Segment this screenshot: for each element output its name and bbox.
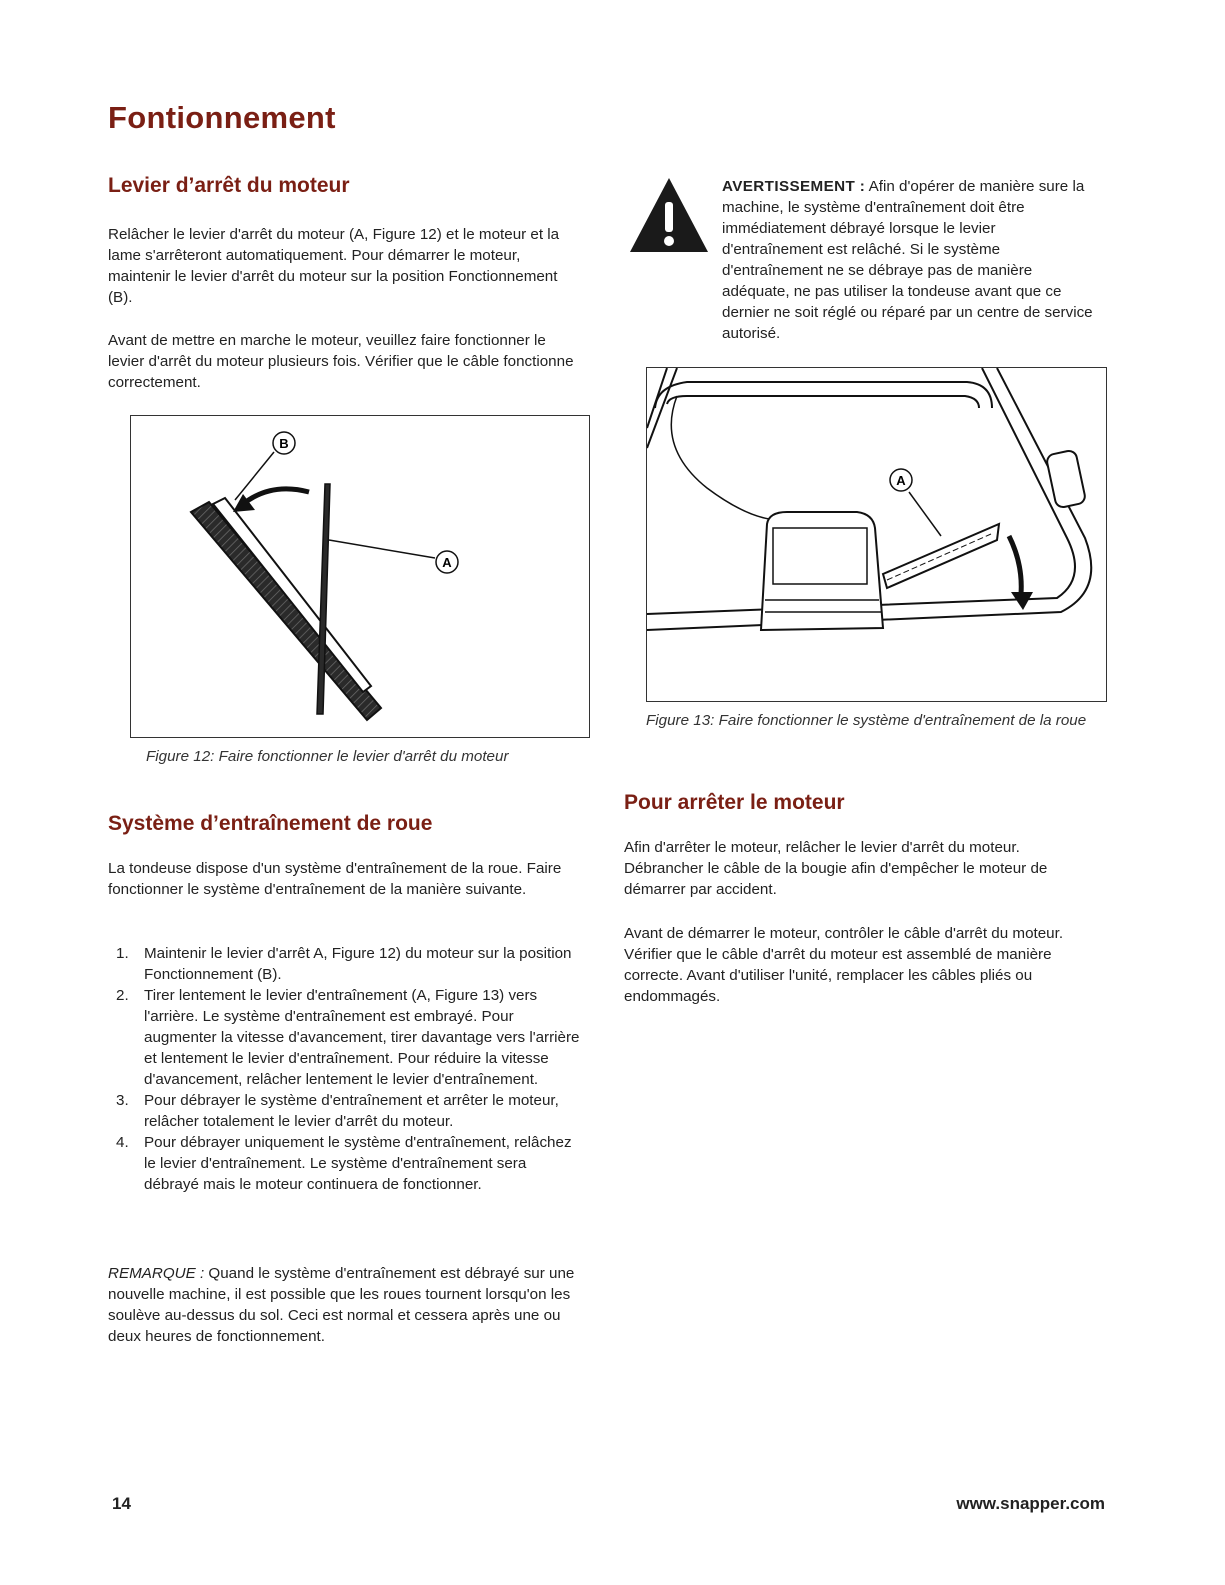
page-title: Fontionnement (108, 100, 336, 135)
warning-text: Afin d'opérer de manière sure la machine, le système d'entraînement doit être immédiatement débrayé lorsque le levier d'entraînement est relâché. Si le système d'entraînement ne se débraye pas de manière adéquate, ne pas utiliser la tondeuse avant que ce dernier ne soit réglé ou réparé par un centre de service autorisé. (722, 178, 1093, 342)
rotation-arrow-icon (243, 489, 309, 504)
handle-bar-shape (191, 502, 381, 720)
figure-12-caption: Figure 12: Faire fonctionner le levier d'arrêt du moteur (146, 748, 509, 765)
step-text: Pour débrayer uniquement le système d'entraînement, relâchez le levier d'entraînement. Le système d'entraînement sera débrayé mais le moteur continuera de fonctionner. (144, 1134, 572, 1193)
list-item (108, 1132, 582, 1195)
lever-a-shape (317, 484, 330, 714)
footer-url: www.snapper.com (956, 1494, 1105, 1513)
step-number: 4. (116, 1134, 129, 1151)
figure-12-engine-stop-lever (130, 415, 590, 738)
section-heading-stop-engine: Pour arrêter le moteur (624, 791, 845, 814)
wheel-drive-illustration (647, 368, 1106, 701)
wheel-drive-note (108, 1263, 586, 1347)
callout-b-label: B (279, 436, 289, 451)
wheel-drive-intro: La tondeuse dispose d'un système d'entraînement de la roue. Faire fonctionner le système d'entraînement de la manière suivante. (108, 860, 562, 898)
figure-13-caption: Figure 13: Faire fonctionner le système d'entraînement de la roue (646, 712, 1087, 729)
engine-lever-illustration (131, 416, 589, 737)
step-number: 1. (116, 945, 129, 962)
step-number: 2. (116, 987, 129, 1004)
callout-a-label: A (896, 473, 906, 488)
warning-label: AVERTISSEMENT : (722, 178, 866, 195)
note-label: REMARQUE : (108, 1265, 205, 1282)
list-item (108, 943, 582, 985)
stop-engine-paragraph-1: Afin d'arrêter le moteur, relâcher le levier d'arrêt du moteur. Débrancher le câble de la bougie afin d'empêcher le moteur de démarrer par accident. (624, 839, 1048, 898)
section-heading-engine-lever: Levier d’arrêt du moteur (108, 174, 350, 197)
warning-paragraph (722, 176, 1098, 344)
list-item (108, 985, 582, 1090)
pull-arrow-icon (1009, 536, 1021, 594)
section-heading-wheel-drive: Système d’entraînement de roue (108, 812, 433, 835)
engine-lever-paragraph-1: Relâcher le levier d'arrêt du moteur (A, Figure 12) et le moteur et la lame s'arrêteront automatiquement. Pour démarrer le moteur, maintenir le levier d'arrêt du moteur sur la position Fonctionnement (B). (108, 226, 560, 306)
engine-lever-paragraph-2: Avant de mettre en marche le moteur, veuillez faire fonctionner le levier d'arrêt du moteur plusieurs fois. Vérifier que le câble fonctionne correctement. (108, 332, 574, 391)
warning-triangle-icon (628, 176, 710, 254)
page-number: 14 (112, 1494, 131, 1513)
step-text: Pour débrayer le système d'entraînement et arrêter le moteur, relâcher totalement le levier d'arrêt du moteur. (144, 1092, 559, 1130)
figure-13-wheel-drive (646, 367, 1107, 702)
lever-position-b-shape (213, 498, 371, 692)
list-item (108, 1090, 582, 1132)
note-text: Quand le système d'entraînement est débrayé sur une nouvelle machine, il est possible que les roues tournent lorsqu'on les soulève au-dessus du sol. Ceci est normal et cessera après une ou deux heures de fonctionnement. (108, 1265, 575, 1345)
step-number: 3. (116, 1092, 129, 1109)
wheel-drive-steps-list (108, 943, 582, 1195)
callout-a-label: A (442, 555, 452, 570)
stop-engine-paragraph-2: Avant de démarrer le moteur, contrôler le câble d'arrêt du moteur. Vérifier que le câble d'arrêt du moteur est assemblé de manière correcte. Avant d'utiliser l'unité, remplacer les câbles pliés ou endommagés. (624, 925, 1064, 1005)
step-text: Maintenir le levier d'arrêt A, Figure 12) du moteur sur la position Fonctionnement (B). (144, 945, 572, 983)
step-text: Tirer lentement le levier d'entraînement (A, Figure 13) vers l'arrière. Le système d'entraînement est embrayé. Pour augmenter la vitesse d'avancement, tirer davantage vers l'arrière et lentement le levier d'entraînement. Pour réduire la vitesse d'avancement, relâcher lentement le levier d'entraînement. (144, 987, 580, 1088)
